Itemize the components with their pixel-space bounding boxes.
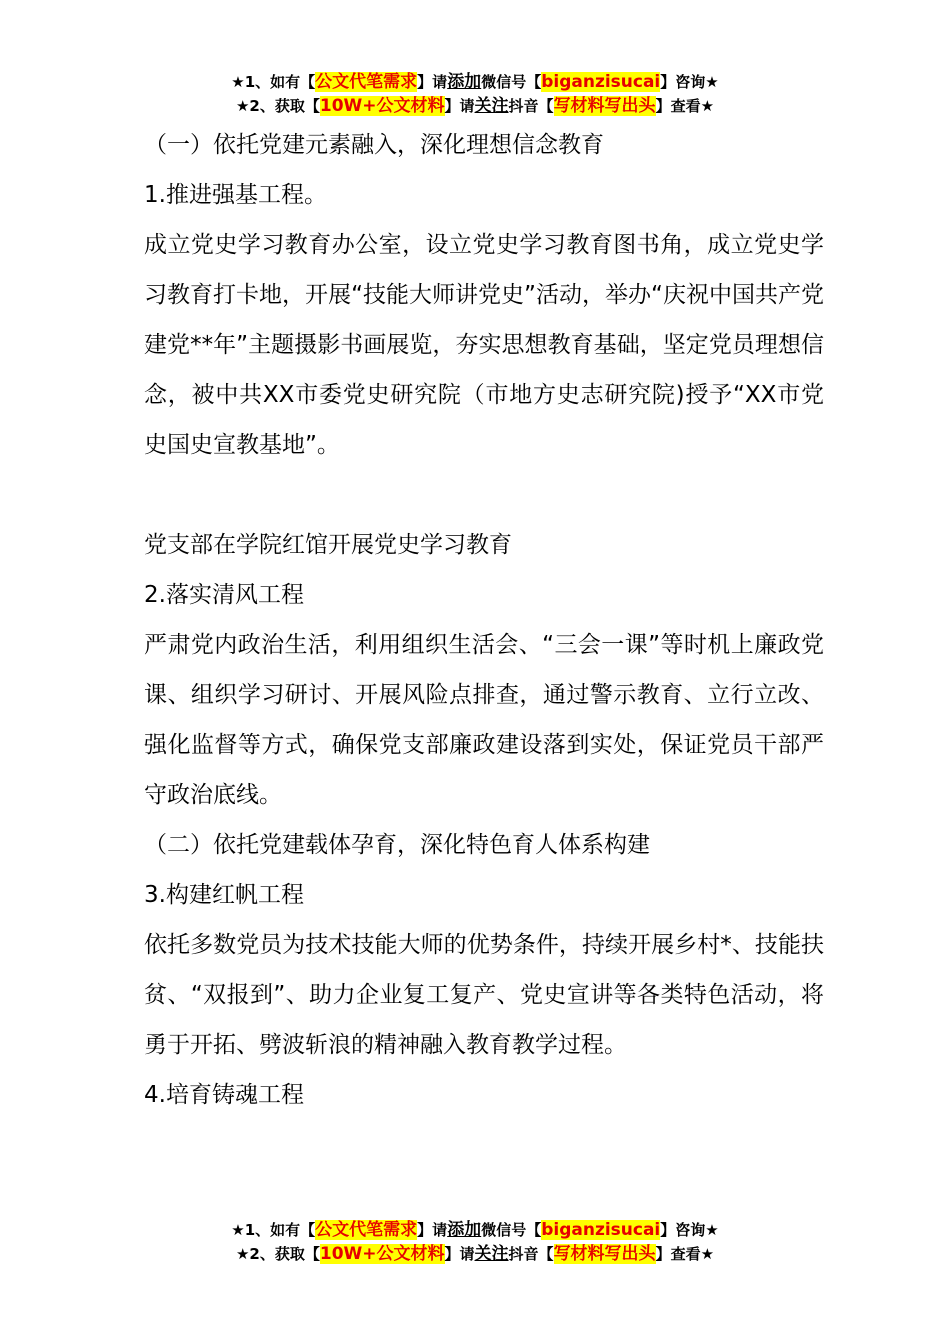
banner-emphasis: 添加 (447, 72, 482, 92)
banner-text: 】请 (417, 1221, 448, 1239)
subheading-1: 1.推进强基工程。 (144, 182, 327, 208)
document-body (144, 120, 824, 1120)
banner-text: 】请 (444, 97, 475, 115)
highlight-douyin-account: 写材料写出头 (553, 1244, 656, 1264)
banner-text: 】请 (417, 73, 448, 91)
banner-text: 微信号【 (481, 73, 542, 91)
banner-emphasis: 关注 (474, 96, 509, 116)
paragraph-3: 依托多数党员为技术技能大师的优势条件，持续开展乡村*、技能扶贫、“双报到”、助力企业复工复产、党史宣讲等各类特色活动，将勇于开拓、劈波斩浪的精神融入教育教学过程。 (144, 932, 824, 1058)
top-banner (0, 70, 950, 118)
bottom-banner (0, 1218, 950, 1266)
paragraph-2: 严肃党内政治生活，利用组织生活会、“三会一课”等时机上廉政党课、组织学习研讨、开展风险点排查，通过警示教育、立行立改、强化监督等方式，确保党支部廉政建设落到实处，保证党员干部严守政治底线。 (144, 632, 824, 808)
banner-text: 】请 (444, 1245, 475, 1263)
highlight-service: 公文代笔需求 (315, 1220, 418, 1240)
section-heading-2: （二）依托党建载体孕育，深化特色育人体系构建 (144, 832, 650, 858)
banner-line-1 (0, 70, 950, 94)
banner-text: ★2、获取【 (235, 1245, 320, 1263)
image-placeholder-gap (144, 470, 824, 520)
banner-text: ★1、如有【 (231, 73, 316, 91)
highlight-wechat-id: biganzisucai (541, 72, 661, 92)
banner-line-2 (0, 94, 950, 118)
banner-text: 】查看★ (655, 97, 715, 115)
image-caption: 党支部在学院红馆开展党史学习教育 (144, 532, 512, 558)
highlight-wechat-id: biganzisucai (541, 1220, 661, 1240)
subheading-4: 4.培育铸魂工程 (144, 1082, 304, 1108)
banner-text: 】咨询★ (660, 73, 719, 91)
highlight-materials: 10W+公文材料 (319, 1244, 445, 1264)
banner-text: 抖音【 (508, 97, 554, 115)
highlight-douyin-account: 写材料写出头 (553, 96, 656, 116)
banner-text: 】咨询★ (660, 1221, 719, 1239)
highlight-service: 公文代笔需求 (315, 72, 418, 92)
subheading-3: 3.构建红帆工程 (144, 882, 304, 908)
banner-line-2 (0, 1242, 950, 1266)
banner-text: 抖音【 (508, 1245, 554, 1263)
banner-line-1 (0, 1218, 950, 1242)
banner-emphasis: 添加 (447, 1220, 482, 1240)
section-heading-1: （一）依托党建元素融入，深化理想信念教育 (144, 132, 604, 158)
subheading-2: 2.落实清风工程 (144, 582, 304, 608)
banner-text: 微信号【 (481, 1221, 542, 1239)
banner-text: 】查看★ (655, 1245, 715, 1263)
highlight-materials: 10W+公文材料 (319, 96, 445, 116)
paragraph-1: 成立党史学习教育办公室，设立党史学习教育图书角，成立党史学习教育打卡地，开展“技能大师讲党史”活动，举办“庆祝中国共产党建党**年”主题摄影书画展览，夯实思想教育基础，坚定党员理想信念，被中共XX市委党史研究院（市地方史志研究院)授予“XX市党史国史宣教基地”。 (144, 232, 824, 458)
banner-emphasis: 关注 (474, 1244, 509, 1264)
banner-text: ★1、如有【 (231, 1221, 316, 1239)
banner-text: ★2、获取【 (235, 97, 320, 115)
